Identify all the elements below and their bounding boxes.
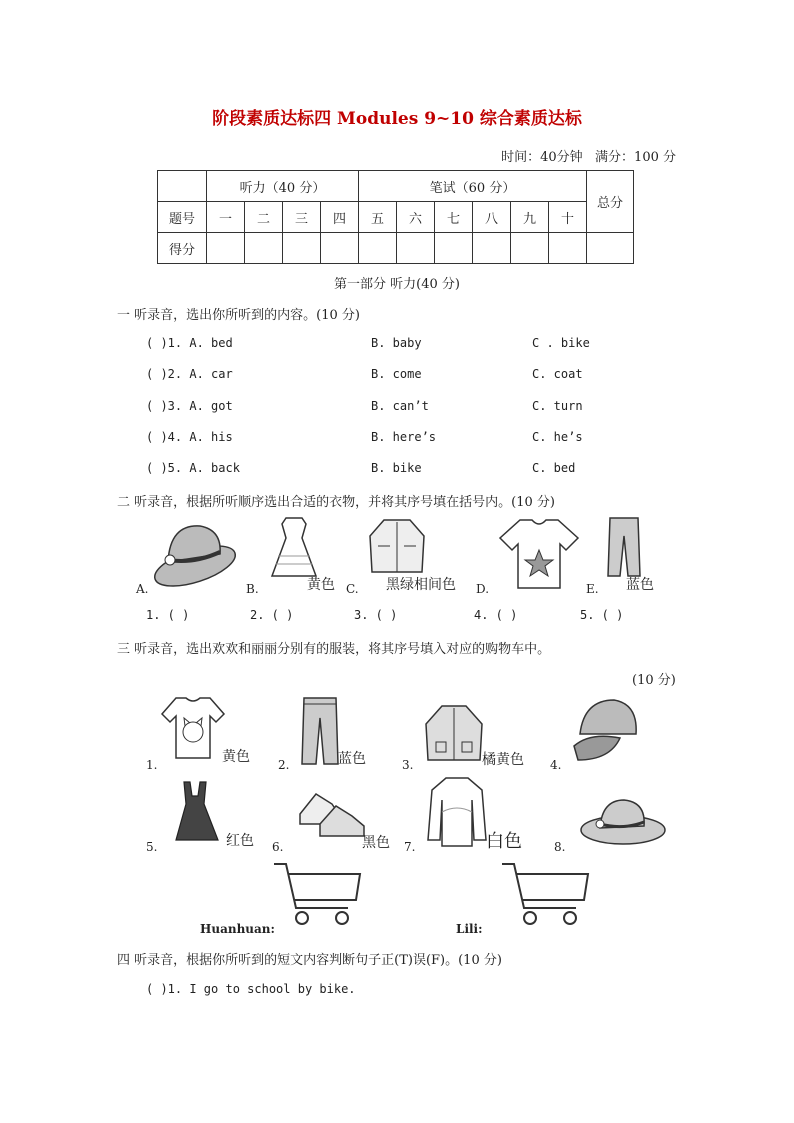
item6-number: 6. — [272, 840, 284, 854]
total-score-cell[interactable] — [587, 233, 634, 264]
choice-e-letter: E. — [586, 582, 599, 596]
q-number: 二 — [245, 202, 283, 233]
q4-option-c: C. he’s — [532, 430, 583, 444]
choice-b-letter: B. — [246, 582, 259, 596]
section3-points: (10 分) — [632, 673, 676, 688]
q3-option-c: C. turn — [532, 399, 583, 413]
jeans-illustration — [298, 696, 342, 766]
s4-q1: ( )1. I go to school by bike. — [146, 982, 356, 996]
section1-title: 一 听录音，选出你所听到的内容。(10 分) — [117, 308, 360, 323]
q-number: 八 — [473, 202, 511, 233]
total-header: 总分 — [587, 171, 634, 233]
huanhuan-cart-label: Huanhuan: — [200, 922, 275, 936]
cap-illustration — [570, 694, 640, 766]
q3-stem: ( )3. A. got — [146, 399, 233, 413]
answer-blank-3[interactable]: 3. ( ) — [354, 608, 398, 622]
q1-option-b: B. baby — [371, 336, 422, 350]
score-cell[interactable] — [511, 233, 549, 264]
shopping-cart-icon — [272, 860, 364, 926]
answer-blank-5[interactable]: 5. ( ) — [580, 608, 624, 622]
time-and-score — [501, 146, 676, 165]
jacket-illustration — [368, 516, 426, 576]
q-number: 七 — [435, 202, 473, 233]
trousers-illustration — [606, 516, 642, 578]
answer-blank-2[interactable]: 2. ( ) — [250, 608, 294, 622]
blank-cell — [158, 171, 207, 202]
dress-illustration — [266, 516, 322, 580]
section3-title: 三 听录音，选出欢欢和丽丽分别有的服装，将其序号填入对应的购物车中。 — [117, 642, 551, 657]
choice-c-letter: C. — [346, 582, 359, 596]
item1-number: 1. — [146, 758, 158, 772]
answer-blank-4[interactable]: 4. ( ) — [474, 608, 518, 622]
q-number: 九 — [511, 202, 549, 233]
score-cell[interactable] — [321, 233, 359, 264]
item4-number: 4. — [550, 758, 562, 772]
q4-stem: ( )4. A. his — [146, 430, 233, 444]
q2-stem: ( )2. A. car — [146, 367, 233, 381]
score-cell[interactable] — [435, 233, 473, 264]
q-number: 一 — [207, 202, 245, 233]
shopping-cart-icon — [500, 860, 592, 926]
tshirt-illustration — [498, 516, 580, 592]
q-number: 五 — [359, 202, 397, 233]
score-cell[interactable] — [207, 233, 245, 264]
q4-option-b: B. here’s — [371, 430, 437, 444]
section2-title: 二 听录音，根据所听顺序选出合适的衣物，并将其序号填在括号内。(10 分) — [117, 495, 555, 510]
time-limit: 时间：40分钟 — [501, 150, 583, 165]
item5-color: 红色 — [226, 833, 254, 849]
answer-blank-1[interactable]: 1. ( ) — [146, 608, 190, 622]
score-cell[interactable] — [283, 233, 321, 264]
section4-title: 四 听录音，根据你所听到的短文内容判断句子正(T)误(F)。(10 分) — [117, 953, 502, 968]
item3-number: 3. — [402, 758, 414, 772]
q5-option-c: C. bed — [532, 461, 576, 475]
score-cell[interactable] — [359, 233, 397, 264]
q5-option-b: B. bike — [371, 461, 422, 475]
choice-a-letter: A. — [136, 582, 149, 596]
item7-color: 白色 — [486, 831, 522, 852]
item1-color: 黄色 — [222, 749, 250, 765]
dress-color-label: 黄色 — [307, 577, 335, 593]
score-cell[interactable] — [397, 233, 435, 264]
q-number: 六 — [397, 202, 435, 233]
lili-cart-label: Lili: — [456, 922, 483, 936]
item3-color: 橘黄色 — [482, 752, 524, 768]
sneakers-illustration — [296, 784, 368, 840]
trousers-color-label: 蓝色 — [626, 577, 654, 593]
question-number-label: 题号 — [158, 202, 207, 233]
item5-number: 5. — [146, 840, 158, 854]
jacket-color-label: 黑绿相间色 — [386, 577, 456, 593]
coat-illustration — [424, 702, 484, 764]
score-cell[interactable] — [473, 233, 511, 264]
page-title: 阶段素质达标四 Modules 9~10 综合素质达标 — [212, 109, 582, 129]
choice-d-letter: D. — [476, 582, 490, 596]
q1-stem: ( )1. A. bed — [146, 336, 233, 350]
cat-tshirt-illustration — [160, 696, 226, 760]
item2-number: 2. — [278, 758, 290, 772]
item7-number: 7. — [404, 840, 416, 854]
q5-stem: ( )5. A. back — [146, 461, 240, 475]
score-cell[interactable] — [245, 233, 283, 264]
q-number: 四 — [321, 202, 359, 233]
sun-hat-illustration — [150, 516, 240, 588]
full-score: 满分：100 分 — [595, 150, 676, 165]
q1-option-c: C . bike — [532, 336, 590, 350]
score-cell[interactable] — [549, 233, 587, 264]
item8-number: 8. — [554, 840, 566, 854]
q3-option-b: B. can’t — [371, 399, 429, 413]
item2-color: 蓝色 — [338, 751, 366, 767]
listening-header: 听力（40 分） — [207, 171, 359, 202]
written-header: 笔试（60 分） — [359, 171, 587, 202]
score-table — [157, 170, 634, 264]
q-number: 十 — [549, 202, 587, 233]
floral-hat-illustration — [578, 794, 668, 850]
q2-option-c: C. coat — [532, 367, 583, 381]
sweater-illustration — [426, 776, 488, 848]
q2-option-b: B. come — [371, 367, 422, 381]
q-number: 三 — [283, 202, 321, 233]
score-label: 得分 — [158, 233, 207, 264]
part1-heading: 第一部分 听力(40 分) — [334, 277, 460, 292]
item6-color: 黑色 — [362, 835, 390, 851]
black-dress-illustration — [168, 780, 220, 846]
